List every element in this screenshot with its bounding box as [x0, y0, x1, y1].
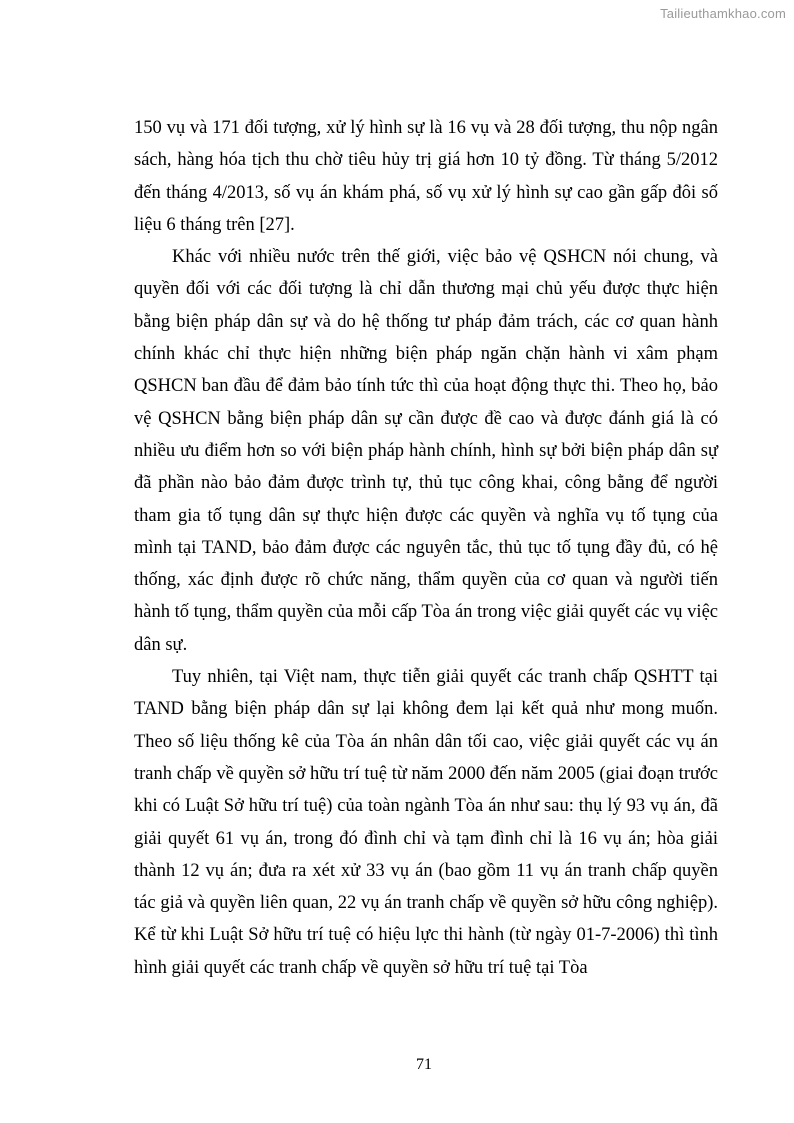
page-number: 71	[416, 1056, 432, 1073]
paragraph-continued: 150 vụ và 171 đối tượng, xử lý hình sự là 16 vụ và 28 đối tượng, thu nộp ngân sách, hàng hóa tịch thu chờ tiêu hủy trị giá hơn 10 tỷ đồng. Từ tháng 5/2012 đến tháng 4/2013, số vụ án khám phá, số vụ xử lý hình sự cao gần gấp đôi số liệu 6 tháng trên [27].	[134, 118, 718, 235]
document-body	[134, 112, 718, 984]
paragraph-vietnam-practice: Tuy nhiên, tại Việt nam, thực tiễn giải quyết các tranh chấp QSHTT tại TAND bằng biện pháp dân sự lại không đem lại kết quả như mong muốn. Theo số liệu thống kê của Tòa án nhân dân tối cao, việc giải quyết các vụ án tranh chấp về quyền sở hữu trí tuệ từ năm 2000 đến năm 2005 (giai đoạn trước khi có Luật Sở hữu trí tuệ) của toàn ngành Tòa án như sau: thụ lý 93 vụ án, đã giải quyết 61 vụ án, trong đó đình chỉ và tạm đình chỉ là 16 vụ án; hòa giải thành 12 vụ án; đưa ra xét xử 33 vụ án (bao gồm 11 vụ án tranh chấp quyền tác giả và quyền liên quan, 22 vụ án tranh chấp về quyền sở hữu công nghiệp). Kể từ khi Luật Sở hữu trí tuệ có hiệu lực thi hành (từ ngày 01-7-2006) thì tình hình giải quyết các tranh chấp về quyền sở hữu trí tuệ tại Tòa	[134, 667, 718, 978]
watermark: Tailieuthamkhao.com	[660, 6, 786, 21]
paragraph-civil-measures: Khác với nhiều nước trên thế giới, việc bảo vệ QSHCN nói chung, và quyền đối với các đối tượng là chỉ dẫn thương mại chủ yếu được thực hiện bằng biện pháp dân sự và do hệ thống tư pháp đảm trách, các cơ quan hành chính khác chỉ thực hiện những biện pháp ngăn chặn hành vi xâm phạm QSHCN ban đầu để đảm bảo tính tức thì của hoạt động thực thi. Theo họ, bảo vệ QSHCN bằng biện pháp dân sự cần được đề cao và được đánh giá là có nhiều ưu điểm hơn so với biện pháp hành chính, hình sự bởi biện pháp dân sự đã phần nào bảo đảm được trình tự, thủ tục công khai, công bằng để người tham gia tố tụng dân sự thực hiện được các quyền và nghĩa vụ tố tụng của mình tại TAND, bảo đảm được các nguyên tắc, thủ tục tố tụng đầy đủ, có hệ thống, xác định được rõ chức năng, thẩm quyền của cơ quan và người tiến hành tố tụng, thẩm quyền của mỗi cấp Tòa án trong việc giải quyết các vụ việc dân sự.	[134, 247, 718, 655]
